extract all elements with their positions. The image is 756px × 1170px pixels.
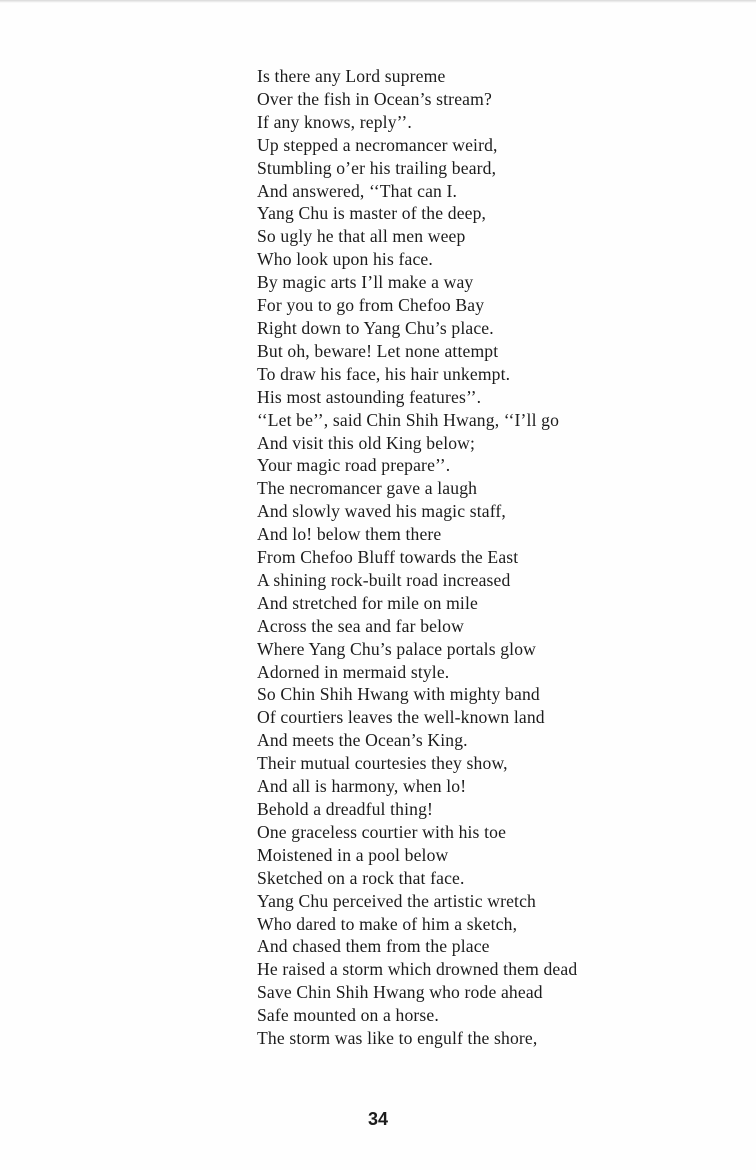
poem-line: Sketched on a rock that face.: [257, 867, 465, 888]
poem-line: So Chin Shih Hwang with mighty band: [257, 684, 540, 705]
poem-line: Adorned in mermaid style.: [257, 661, 450, 682]
poem-line: And all is harmony, when lo!: [257, 776, 467, 797]
poem-line: His most astounding features’’.: [257, 386, 482, 407]
poem-line: And visit this old King below;: [257, 432, 476, 453]
poem-line: Where Yang Chu’s palace portals glow: [257, 638, 537, 659]
poem-line: The storm was like to engulf the shore,: [257, 1028, 538, 1049]
poem-line: Behold a dreadful thing!: [257, 799, 434, 819]
poem-line: ‘‘Let be’’, said Chin Shih Hwang, ‘‘I’ll go: [257, 409, 560, 430]
poem-line: Of courtiers leaves the well-known land: [257, 707, 545, 728]
poem-line: Up stepped a necromancer weird,: [257, 134, 498, 155]
poem-line: If any knows, reply’’.: [257, 111, 412, 132]
poem-line: And stretched for mile on mile: [257, 592, 478, 613]
poem-text: [257, 65, 577, 1050]
poem-line: But oh, beware! Let none attempt: [257, 340, 499, 361]
poem-line: Right down to Yang Chu’s place.: [257, 317, 494, 338]
poem-line: To draw his face, his hair unkempt.: [257, 363, 511, 384]
poem-line: From Chefoo Bluff towards the East: [257, 547, 519, 568]
poem-line: Stumbling o’er his trailing beard,: [257, 157, 497, 178]
poem-line: Save Chin Shih Hwang who rode ahead: [257, 982, 543, 1003]
poem-line: Yang Chu perceived the artistic wretch: [257, 890, 536, 911]
poem-line: So ugly he that all men weep: [257, 226, 466, 247]
poem-line: Yang Chu is master of the deep,: [257, 203, 487, 224]
poem-line: And chased them from the place: [257, 936, 490, 957]
poem-line: He raised a storm which drowned them dead: [257, 959, 578, 980]
page-top-edge: [0, 0, 756, 3]
poem-line: Your magic road prepare’’.: [257, 455, 451, 476]
poem-line: Across the sea and far below: [257, 615, 464, 636]
poem-line: And answered, ‘‘That can I.: [257, 180, 458, 201]
poem-line: And lo! below them there: [257, 524, 442, 545]
poem-line: And meets the Ocean’s King.: [257, 730, 468, 751]
poem-line: Safe mounted on a horse.: [257, 1005, 439, 1026]
poem-line: Who look upon his face.: [257, 249, 433, 270]
poem-line: And slowly waved his magic staff,: [257, 501, 506, 522]
poem-line: For you to go from Chefoo Bay: [257, 295, 485, 316]
poem-line: Moistened in a pool below: [257, 844, 449, 865]
page-number: 34: [367, 1109, 389, 1129]
poem-line: A shining rock-built road increased: [257, 569, 511, 590]
poem-line: The necromancer gave a laugh: [257, 478, 478, 499]
poem-line: One graceless courtier with his toe: [257, 821, 507, 842]
poem-line: Over the fish in Ocean’s stream?: [257, 88, 492, 109]
poem-line: Is there any Lord supreme: [257, 66, 446, 86]
poem-line: By magic arts I’ll make a way: [257, 272, 474, 293]
poem-line: Their mutual courtesies they show,: [257, 753, 508, 774]
poem-line: Who dared to make of him a sketch,: [257, 913, 518, 934]
